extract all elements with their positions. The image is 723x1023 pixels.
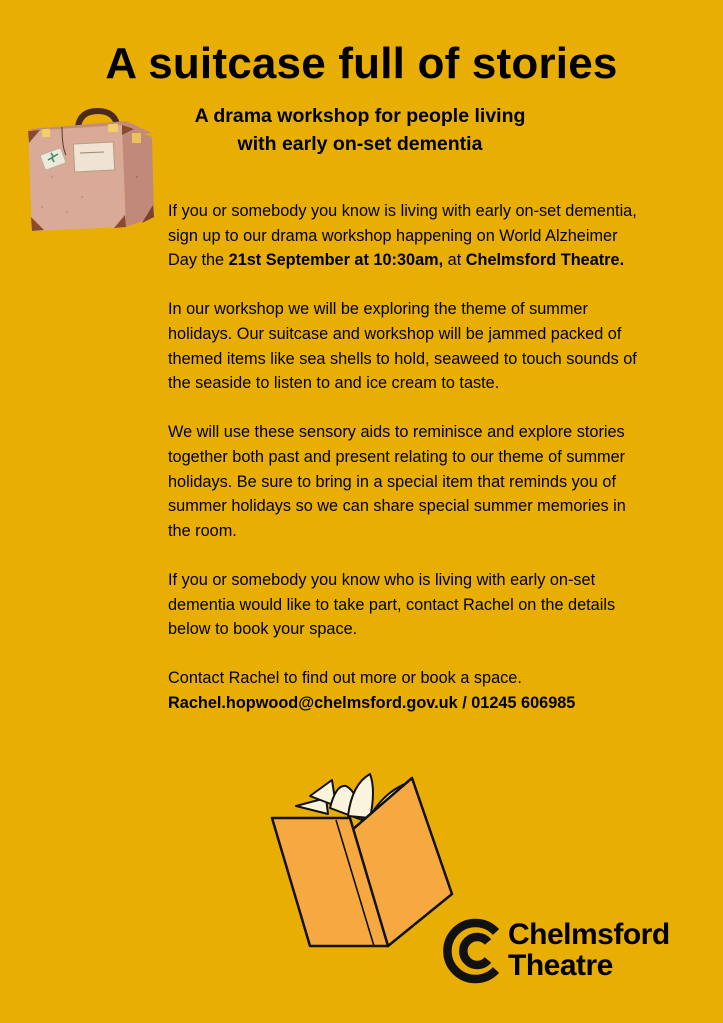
theme-paragraph: In our workshop we will be exploring the theme of summer holidays. Our suitcase and workshop will be jammed packed of themed items like sea shells to hold, seaweed to touch sounds of the seaside to listen to and ice cream to taste.	[168, 300, 637, 393]
event-date-time: 21st September at 10:30am,	[228, 251, 444, 270]
intro-paragraph	[168, 199, 638, 273]
contact-details: Rachel.hopwood@chelmsford.gov.uk / 01245 606985	[168, 693, 576, 712]
logo-line-2: Theatre	[508, 949, 613, 982]
intro-text: If you or somebody you know is living with early on-set dementia, sign up to our drama workshop happening on World Alzheimer Day the	[168, 202, 637, 270]
event-venue: Chelmsford Theatre.	[465, 251, 625, 270]
book-icon	[266, 770, 456, 950]
intro-connector: at	[443, 251, 466, 270]
poster-title: A suitcase full of stories	[105, 39, 618, 88]
body-text	[168, 199, 638, 715]
booking-paragraph: If you or somebody you know who is living with early on-set dementia would like to take part, contact Rachel on the details below to book your space.	[168, 570, 616, 639]
suitcase-illustration	[22, 107, 158, 235]
poster-subtitle	[140, 102, 580, 158]
logo-line-1: Chelmsford	[508, 918, 670, 951]
contact-block	[168, 666, 638, 715]
activities-paragraph: We will use these sensory aids to reminisce and explore stories together both past and present relating to our theme of summer holidays. Be sure to bring in a special item that reminds you of summer holidays so we can share special summer memories in the room.	[168, 423, 626, 540]
subtitle-line-1: A drama workshop for people living	[194, 105, 526, 127]
chelmsford-theatre-logo	[440, 918, 710, 988]
subtitle-line-2: with early on-set dementia	[237, 133, 483, 155]
contact-line: Contact Rachel to find out more or book a space.	[168, 669, 522, 688]
logo-c-mark-icon	[440, 918, 504, 984]
logo-wordmark	[508, 919, 670, 981]
